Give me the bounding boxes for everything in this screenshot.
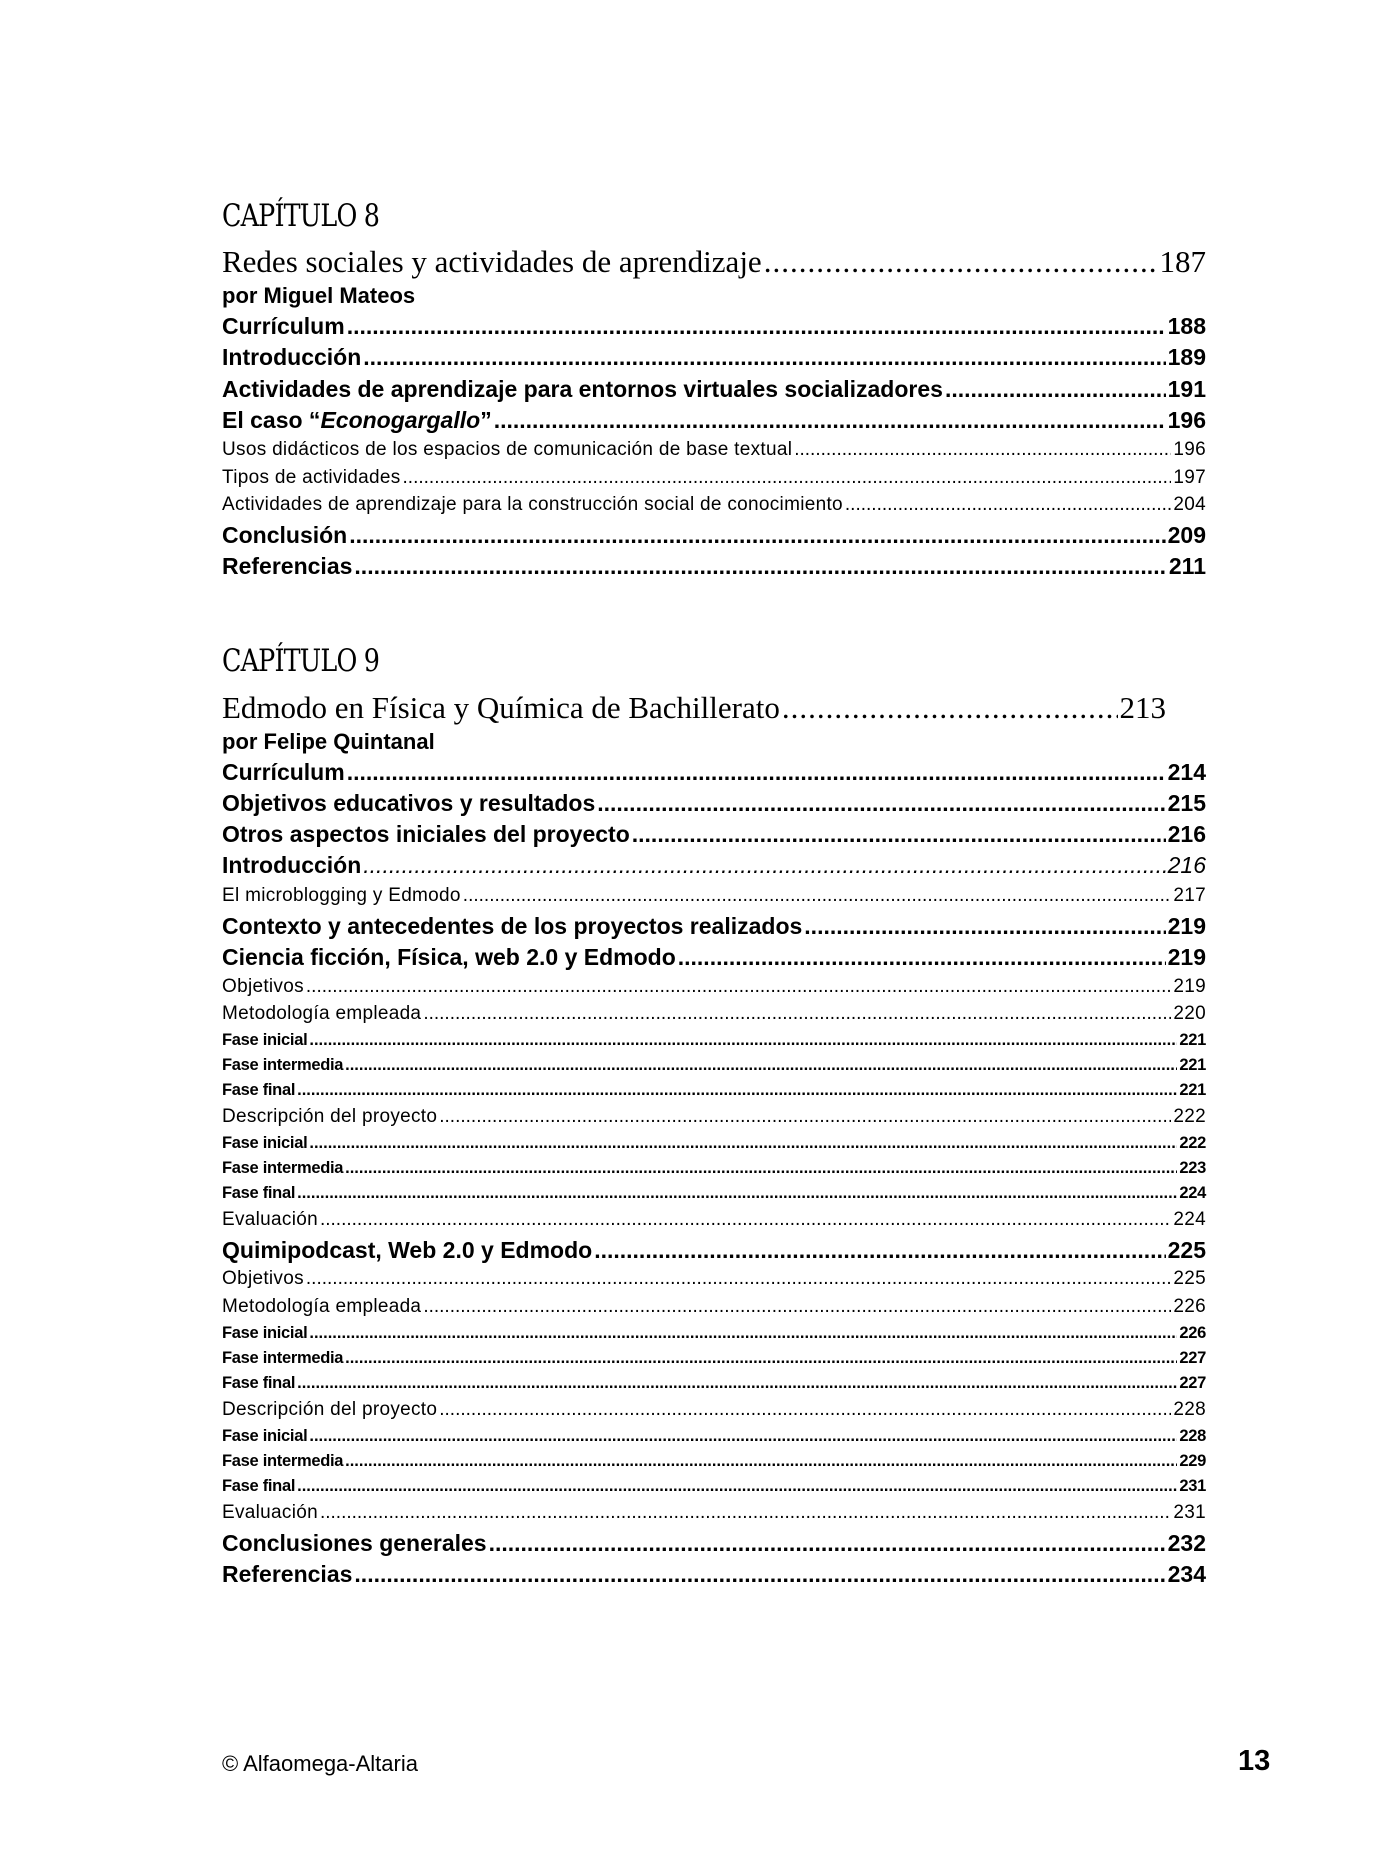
toc-entry: Fase final ..... 221 bbox=[222, 1081, 1206, 1100]
toc-entry: Evaluación ..... 231 bbox=[222, 1502, 1206, 1524]
toc-entry: Evaluación ..... 224 bbox=[222, 1209, 1206, 1231]
chapter-8-label: CAPÍTULO 8 bbox=[222, 198, 380, 234]
toc-entry: Usos didácticos de los espacios de comunicación de base textual ..... 196 bbox=[222, 439, 1206, 461]
toc-entry: Tipos de actividades ..... 197 bbox=[222, 467, 1206, 489]
toc-entry: Fase intermedia ..... 229 bbox=[222, 1452, 1206, 1471]
toc-entry: Fase final ..... 227 bbox=[222, 1374, 1206, 1393]
toc-entry: Referencias ..... 211 bbox=[222, 553, 1206, 580]
chapter-9-author: por Felipe Quintanal bbox=[222, 729, 435, 754]
toc-entry: Introducción ..... 216 bbox=[222, 852, 1206, 879]
toc-entry: Descripción del proyecto ..... 228 bbox=[222, 1399, 1206, 1421]
page-number: 13 bbox=[1238, 1745, 1271, 1777]
toc-entry: Fase intermedia ..... 227 bbox=[222, 1349, 1206, 1368]
toc-entry: Fase inicial ..... 222 bbox=[222, 1134, 1206, 1153]
chapter-8-title: Redes sociales y actividades de aprendizaje ..... 187 bbox=[222, 244, 1206, 280]
toc-entry: Descripción del proyecto ..... 222 bbox=[222, 1106, 1206, 1128]
toc-entry: Actividades de aprendizaje para la construcción social de conocimiento ..... 204 bbox=[222, 494, 1206, 516]
publisher-footer: © Alfaomega-Altaria bbox=[222, 1751, 418, 1776]
toc-entry: Actividades de aprendizaje para entornos virtuales socializadores ..... 191 bbox=[222, 376, 1206, 403]
toc-entry: Objetivos ..... 219 bbox=[222, 976, 1206, 998]
toc-entry: Currículum ..... 188 bbox=[222, 313, 1206, 340]
toc-entry: Fase inicial ..... 226 bbox=[222, 1324, 1206, 1343]
toc-entry: Conclusión ..... 209 bbox=[222, 522, 1206, 549]
toc-entry: Fase intermedia ..... 223 bbox=[222, 1159, 1206, 1178]
toc-entry: Metodología empleada ..... 220 bbox=[222, 1003, 1206, 1025]
chapter-9-label: CAPÍTULO 9 bbox=[222, 643, 380, 679]
toc-entry: Fase final ..... 224 bbox=[222, 1184, 1206, 1203]
toc-entry: El microblogging y Edmodo ..... 217 bbox=[222, 885, 1206, 907]
toc-entry: Conclusiones generales ..... 232 bbox=[222, 1530, 1206, 1557]
toc-entry: Fase final ..... 231 bbox=[222, 1477, 1206, 1496]
toc-entry: Ciencia ficción, Física, web 2.0 y Edmodo ..... 219 bbox=[222, 944, 1206, 971]
toc-entry: Fase intermedia ..... 221 bbox=[222, 1056, 1206, 1075]
toc-entry: Introducción ..... 189 bbox=[222, 344, 1206, 371]
chapter-9-title: Edmodo en Física y Química de Bachillerato ..... 213 bbox=[222, 690, 1166, 726]
toc-entry: Otros aspectos iniciales del proyecto ..... 216 bbox=[222, 821, 1206, 848]
chapter-8-author: por Miguel Mateos bbox=[222, 283, 416, 308]
toc-entry: Objetivos ..... 225 bbox=[222, 1268, 1206, 1290]
toc-entry: Objetivos educativos y resultados ..... 215 bbox=[222, 790, 1206, 817]
toc-entry: El caso “Econogargallo” ..... 196 bbox=[222, 407, 1206, 434]
toc-entry: Metodología empleada ..... 226 bbox=[222, 1296, 1206, 1318]
toc-entry: Referencias ..... 234 bbox=[222, 1561, 1206, 1588]
toc-entry: Fase inicial ..... 228 bbox=[222, 1427, 1206, 1446]
toc-entry: Currículum ..... 214 bbox=[222, 759, 1206, 786]
toc-entry: Contexto y antecedentes de los proyectos realizados ..... 219 bbox=[222, 913, 1206, 940]
toc-entry: Quimipodcast, Web 2.0 y Edmodo ..... 225 bbox=[222, 1237, 1206, 1264]
toc-entry: Fase inicial ..... 221 bbox=[222, 1031, 1206, 1050]
